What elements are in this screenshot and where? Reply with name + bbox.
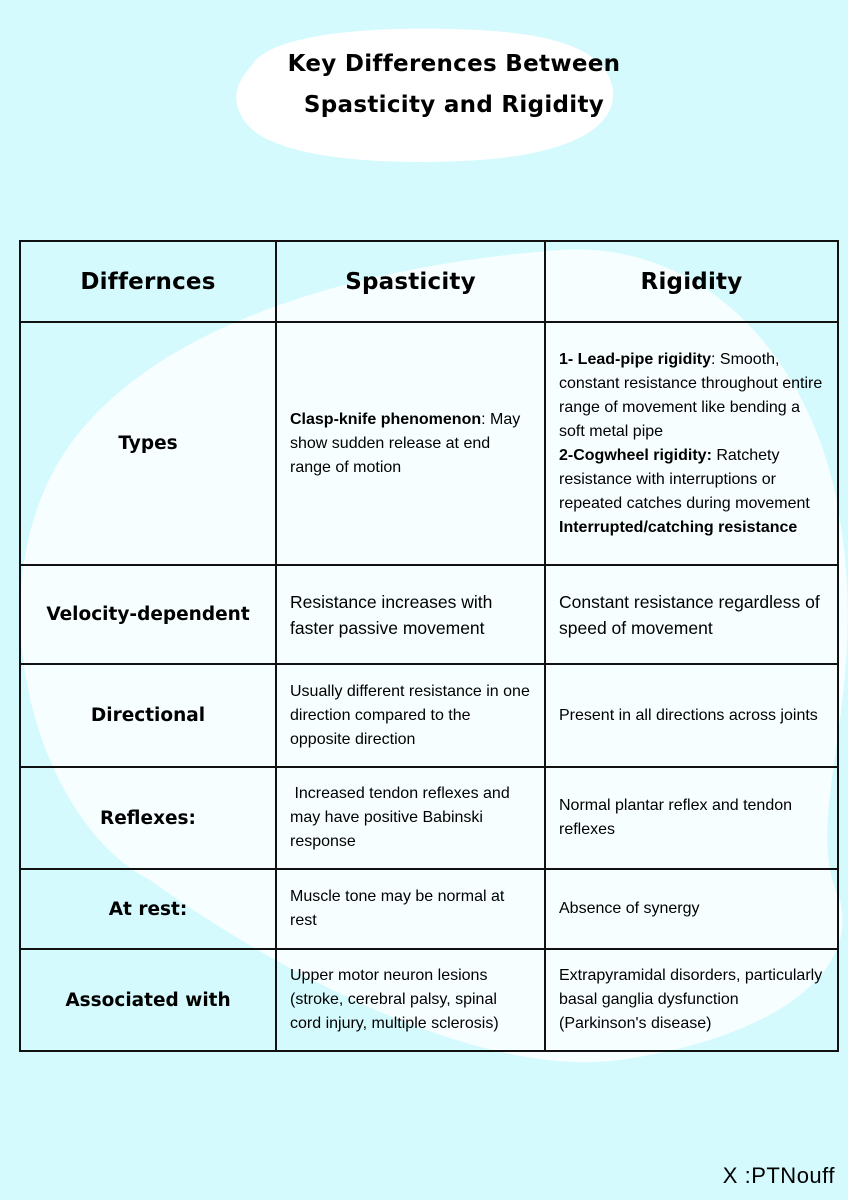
spasticity-reflexes: Increased tendon reflexes and may have positive Babinski response (276, 767, 545, 869)
page-title (232, 44, 676, 126)
row-label-at-rest: At rest: (20, 869, 276, 949)
rigidity-velocity: Constant resistance regardless of speed of movement (545, 565, 838, 664)
table-row-velocity (20, 565, 838, 664)
rigidity-associated: Extrapyramidal disorders, particularly basal ganglia dysfunction (Parkinson's disease) (545, 949, 838, 1051)
spasticity-associated: Upper motor neuron lesions (stroke, cerebral palsy, spinal cord injury, multiple sclerosis) (276, 949, 545, 1051)
table-row-types (20, 322, 838, 565)
table-row-reflexes (20, 767, 838, 869)
rigidity-directional: Present in all directions across joints (545, 664, 838, 767)
clasp-knife-desc: : May show sudden release at end range of motion (290, 410, 521, 476)
rigidity-at-rest: Absence of synergy (545, 869, 838, 949)
table-row-associated (20, 949, 838, 1051)
row-label-velocity: Velocity-dependent (20, 565, 276, 664)
spasticity-velocity: Resistance increases with faster passive movement (276, 565, 545, 664)
header-spasticity: Spasticity (276, 241, 545, 322)
lead-pipe-desc: : Smooth, constant resistance throughout entire range of movement like bending a soft metal pipe (559, 350, 823, 440)
row-label-associated: Associated with (20, 949, 276, 1051)
table-row-at-rest (20, 869, 838, 949)
row-label-types: Types (20, 322, 276, 565)
table-row-directional (20, 664, 838, 767)
cogwheel-summary: Interrupted/catching resistance (559, 518, 798, 536)
comparison-table (19, 240, 839, 1052)
cogwheel-desc: Ratchety resistance with interruptions or repeated catches during movement (559, 446, 810, 512)
spasticity-at-rest: Muscle tone may be normal at rest (276, 869, 545, 949)
lead-pipe-term: 1- Lead-pipe rigidity (559, 350, 712, 368)
rigidity-types (545, 322, 838, 565)
title-line-2: Spasticity and Rigidity (303, 92, 605, 118)
title-line-1: Key Differences Between (287, 51, 621, 77)
spasticity-types (276, 322, 545, 565)
header-rigidity: Rigidity (545, 241, 838, 322)
spasticity-directional: Usually different resistance in one direction compared to the opposite direction (276, 664, 545, 767)
row-label-directional: Directional (20, 664, 276, 767)
rigidity-reflexes: Normal plantar reflex and tendon reflexes (545, 767, 838, 869)
header-differences: Differnces (20, 241, 276, 322)
author-credit: X :PTNouff (722, 1163, 835, 1188)
row-label-reflexes: Reflexes: (20, 767, 276, 869)
clasp-knife-term: Clasp-knife phenomenon (290, 410, 482, 428)
table-header-row (20, 241, 838, 322)
cogwheel-term: 2-Cogwheel rigidity: (559, 446, 712, 464)
